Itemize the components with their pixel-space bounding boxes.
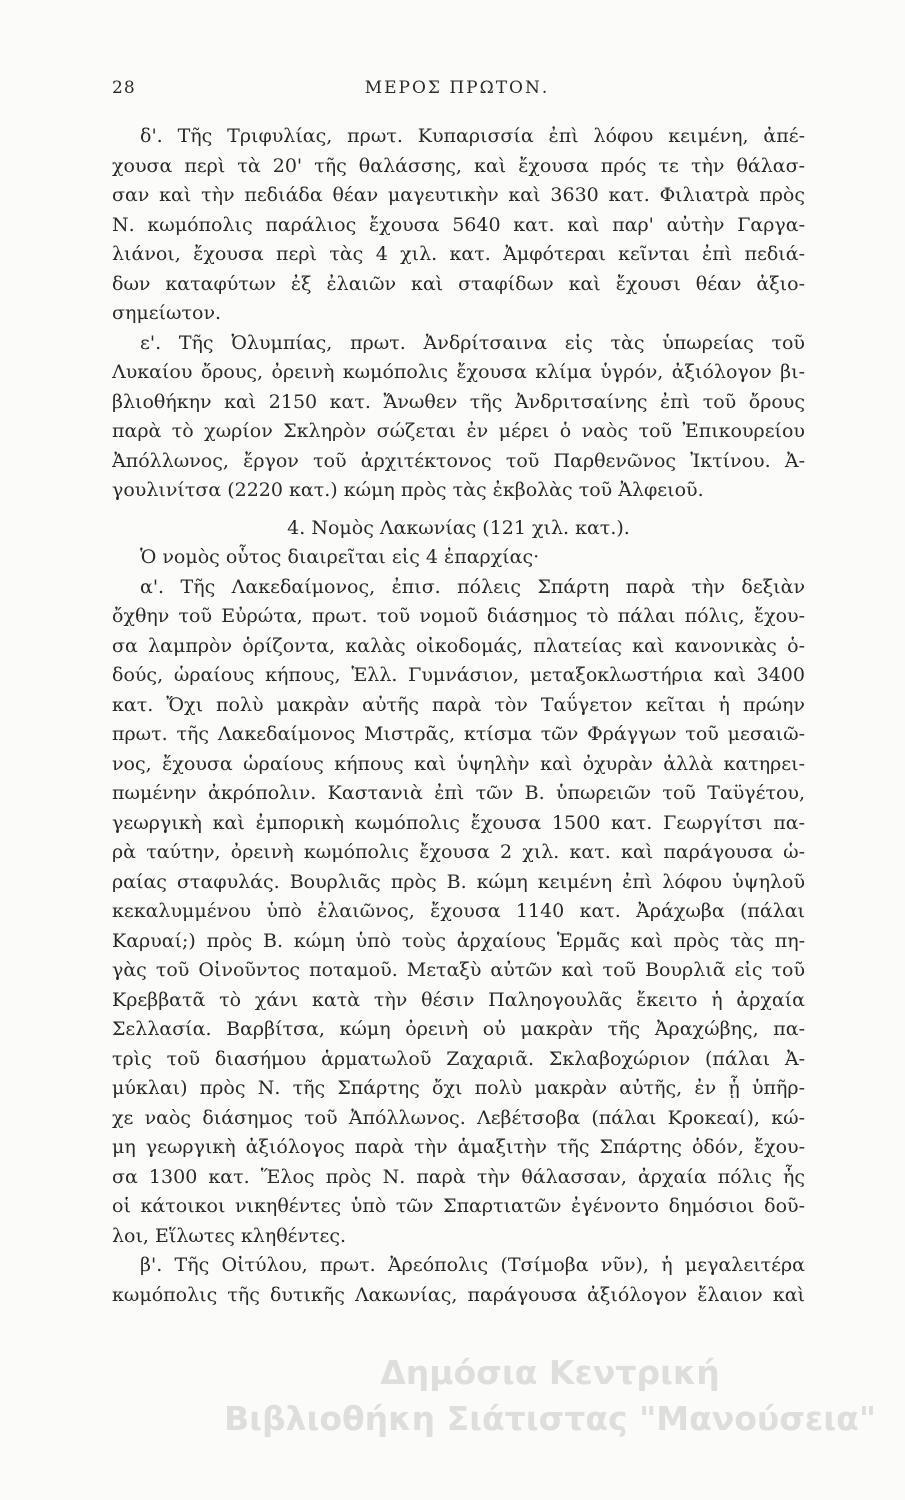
text-line: σαν καὶ τὴν πεδιάδα θέαν μαγευτικὴν καὶ 3630 κατ. Φιλιατρὰ πρὸς: [112, 184, 805, 206]
running-title: ΜΕΡΟΣ ΠΡΩΤΟΝ.: [364, 78, 550, 98]
text-line: Ἀπόλλωνος, ἔργον τοῦ ἀρχιτέκτονος τοῦ Παρθενῶνος Ἰκτίνου. Ἀ-: [112, 449, 805, 472]
text-line: λοι, Εἵλωτες κληθέντες.: [112, 1224, 347, 1247]
watermark-line: Δημόσια Κεντρική: [380, 1353, 720, 1392]
text-line: ρὰ ταύτην, ὀρεινὴ κωμόπολις ἔχουσα 2 χιλ. κατ. καὶ παράγουσα ὡ-: [112, 841, 805, 863]
text-line: Ὁ νομὸς οὗτος διαιρεῖται εἰς 4 ἐπαρχίας·: [140, 546, 540, 568]
page-number: 28: [112, 78, 136, 98]
text-line: παρὰ τὸ χωρίον Σκληρὸν σώζεται ἐν μέρει ὁ ναὸς τοῦ Ἐπικουρείου: [112, 420, 805, 442]
text-line: Σελλασία. Βαρβίτσα, κώμη ὀρεινὴ οὐ μακρὰν τῆς Ἀραχώβης, πα-: [112, 1018, 805, 1040]
text-line: δων καταφύτων ἐξ ἐλαιῶν καὶ σταφίδων καὶ ἔχουσι θέαν ἀξιο-: [112, 272, 805, 295]
text-line: λιάνοι, ἔχουσα περὶ τὰς 4 χιλ. κατ. Ἀμφότεραι κεῖνται ἐπὶ πεδιά-: [112, 243, 805, 265]
text-line: α'. Τῆς Λακεδαίμονος, ἐπισ. πόλεις Σπάρτη παρὰ τὴν δεξιὰν: [140, 575, 805, 598]
text-line: νος, ἔχουσα ὡραίους κήπους καὶ ὑψηλὴν καὶ ὀχυρὰν ἀλλὰ κατηρει-: [112, 752, 805, 775]
text-line: ραίας σταφυλάς. Βουρλιᾶς πρὸς Β. κώμη κειμένη ἐπὶ λόφου ὑψηλοῦ: [112, 870, 805, 893]
text-line: δ'. Τῆς Τριφυλίας, πρωτ. Κυπαρισσία ἐπὶ λόφου κειμένη, ἀπέ-: [140, 125, 805, 147]
page-body: [112, 122, 805, 1310]
text-line: ε'. Τῆς Ὀλυμπίας, πρωτ. Ἀνδρίτσαινα εἰς τὰς ὑπωρείας τοῦ: [140, 331, 805, 354]
text-line: κωμόπολις τῆς δυτικῆς Λακωνίας, παράγουσα ἀξιόλογον ἔλαιον καὶ: [112, 1283, 805, 1306]
text-line: Κρεββατᾶ τὸ χάνι κατὰ τὴν θέσιν Παληογουλᾶς ἔκειτο ἡ ἀρχαία: [112, 988, 805, 1011]
text-line: Ν. κωμόπολις παράλιος ἔχουσα 5640 κατ. καὶ παρ' αὐτὴν Γαργα-: [112, 213, 805, 236]
text-line: ὄχθην τοῦ Εὐρώτα, πρωτ. τοῦ νομοῦ διάσημος τὸ πάλαι πόλις, ἔχου-: [112, 605, 805, 627]
text-line: πωμένην ἀκρόπολιν. Καστανιὰ ἐπὶ τῶν Β. ὑπωρειῶν τοῦ Ταϋγέτου,: [112, 782, 805, 804]
text-line: κεκαλυμμένου ὑπὸ ἐλαιῶνος, ἔχουσα 1140 κατ. Ἀράχωβα (πάλαι: [112, 900, 805, 922]
text-line: Λυκαίου ὄρους, ὀρεινὴ κωμόπολις ἔχουσα κλίμα ὑγρόν, ἀξιόλογον βι-: [112, 361, 805, 383]
text-line: β'. Τῆς Οἰτύλου, πρωτ. Ἀρεόπολις (Τσίμοβα νῦν), ἡ μεγαλειτέρα: [140, 1254, 805, 1276]
text-line: σα 1300 κατ. Ἕλος πρὸς Ν. παρὰ τὴν θάλασσαν, ἀρχαία πόλις ἧς: [112, 1165, 805, 1188]
text-line: σημείωτον.: [112, 302, 222, 324]
text-line: τρὶς τοῦ διασήμου ἁρματωλοῦ Ζαχαριᾶ. Σκλαβοχώριον (πάλαι Ἀ-: [112, 1047, 805, 1070]
text-line: πρωτ. τῆς Λακεδαίμονος Μιστρᾶς, κτίσμα τῶν Φράγγων τοῦ μεσαιῶ-: [112, 723, 805, 745]
spacer: [112, 506, 805, 514]
text-line: χουσα περὶ τὰ 20' τῆς θαλάσσης, καὶ ἔχουσα πρός τε τὴν θάλασ-: [112, 154, 805, 177]
library-watermark: [200, 1350, 900, 1442]
text-line: μη γεωργικὴ ἀξιόλογος παρὰ τὴν ἁμαξιτὴν τῆς Σπάρτης ὁδόν, ἔχου-: [112, 1136, 805, 1158]
text-line: σα λαμπρὸν ὁρίζοντα, καλὰς οἰκοδομάς, πλατείας καὶ κανονικὰς ὁ-: [112, 634, 805, 657]
text-line: κατ. Ὄχι πολὺ μακρὰν αὐτῆς παρὰ τὸν Ταΰγετον κεῖται ἡ πρώην: [112, 693, 805, 716]
text-line: δούς, ὡραίους κήπους, Ἑλλ. Γυμνάσιον, μεταξοκλωστήρια καὶ 3400: [112, 664, 805, 686]
text-line: Καρυαί;) πρὸς Β. κώμη ὑπὸ τοὺς ἀρχαίους Ἑρμᾶς καὶ πρὸς τὰς πη-: [112, 929, 805, 952]
watermark-line: Βιβλιοθήκη Σιάτιστας "Μανούσεια": [223, 1399, 877, 1438]
text-line: χε ναὸς διάσημος τοῦ Ἀπόλλωνος. Λεβέτσοβα (πάλαι Κροκεαί), κώ-: [112, 1106, 805, 1129]
section-heading: 4. Νομὸς Λακωνίας (121 χιλ. κατ.).: [287, 516, 630, 539]
text-line: μύκλαι) πρὸς Ν. τῆς Σπάρτης ὄχι πολὺ μακρὰν αὐτῆς, ἐν ᾗ ὑπῆρ-: [112, 1077, 805, 1099]
text-line: γουλινίτσα (2220 κατ.) κώμη πρὸς τὰς ἐκβολὰς τοῦ Ἀλφειοῦ.: [112, 479, 704, 501]
text-line: γεωργικὴ καὶ ἐμπορικὴ κωμόπολις ἔχουσα 1500 κατ. Γεωργίτσι πα-: [112, 811, 805, 834]
text-line: γὰς τοῦ Οἰνοῦντος ποταμοῦ. Μεταξὺ αὐτῶν καὶ τοῦ Βουρλιᾶ εἰς τοῦ: [112, 959, 805, 981]
text-line: βλιοθήκην καὶ 2150 κατ. Ἄνωθεν τῆς Ἀνδριτσαίνης ἐπὶ τοῦ ὄρους: [112, 390, 805, 413]
text-line: οἱ κάτοικοι νικηθέντες ὑπὸ τῶν Σπαρτιατῶν ἐγένοντο δημόσιοι δοῦ-: [112, 1195, 805, 1217]
